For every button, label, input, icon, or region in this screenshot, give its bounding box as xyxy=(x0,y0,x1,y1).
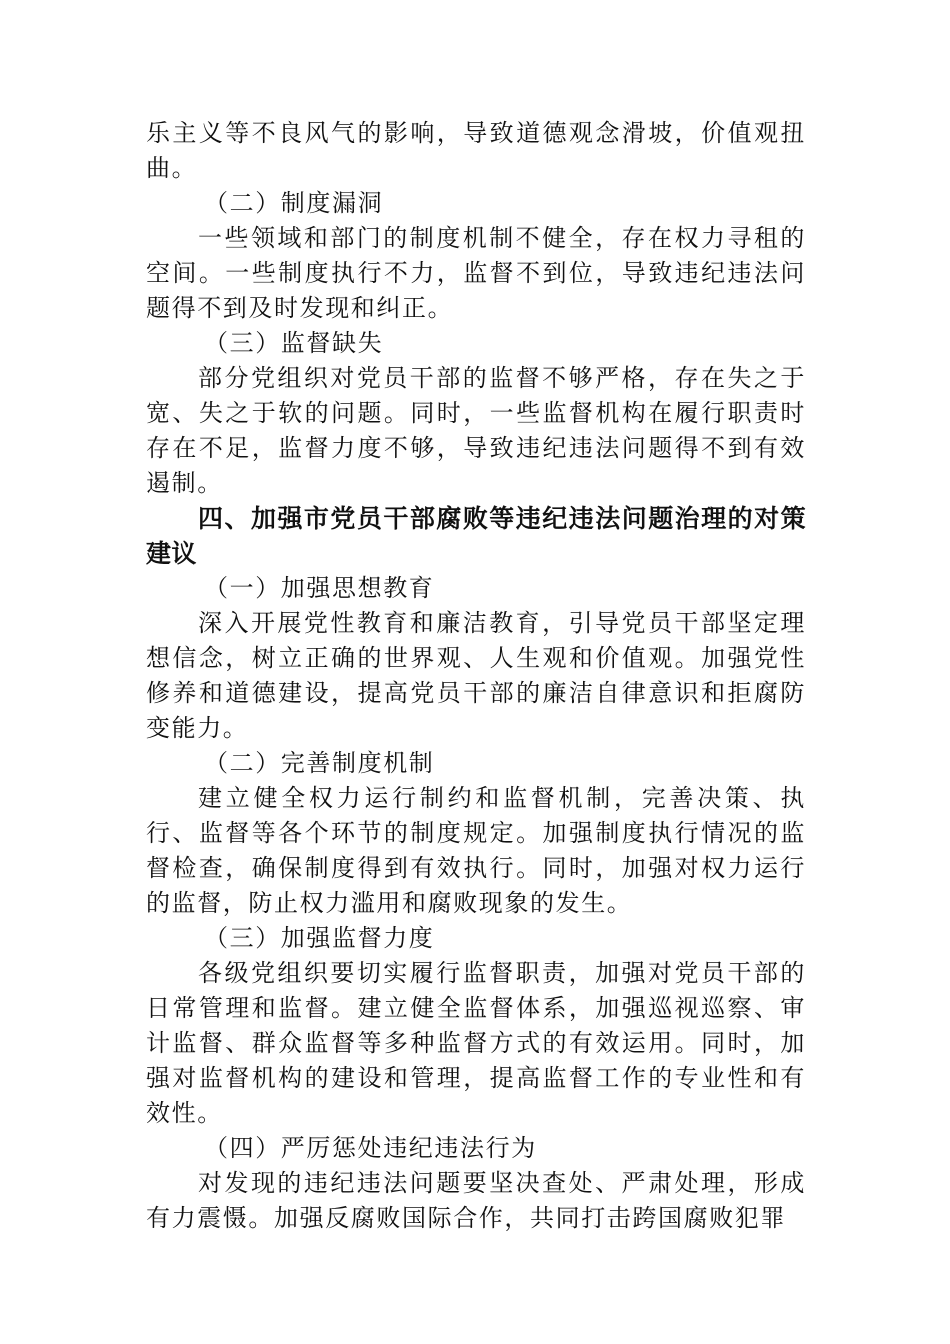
paragraph: 各级党组织要切实履行监督职责，加强对党员干部的日常管理和监督。建立健全监督体系，加强巡视巡察、审计监督、群众监督等多种监督方式的有效运用。同时，加强对监督机构的建设和管理，提高监督工作的专业性和有效性。 xyxy=(146,959,806,1127)
paragraph-continued: 乐主义等不良风气的影响，导致道德观念滑坡，价值观扭曲。 xyxy=(146,119,806,182)
paragraph: 部分党组织对党员干部的监督不够严格，存在失之于宽、失之于软的问题。同时，一些监督机构在履行职责时存在不足，监督力度不够，导致违纪违法问题得不到有效遏制。 xyxy=(146,364,806,497)
subheading-strengthen-supervision: （三）加强监督力度 xyxy=(204,924,435,952)
subheading-punish-violations: （四）严厉惩处违纪违法行为 xyxy=(204,1134,537,1162)
subheading-institutional-loopholes: （二）制度漏洞 xyxy=(204,189,384,217)
subheading-supervision-lacking: （三）监督缺失 xyxy=(204,329,384,357)
paragraph: 一些领域和部门的制度机制不健全，存在权力寻租的空间。一些制度执行不力，监督不到位，导致违纪违法问题得不到及时发现和纠正。 xyxy=(146,224,806,322)
paragraph: 建立健全权力运行制约和监督机制，完善决策、执行、监督等各个环节的制度规定。加强制度执行情况的监督检查，确保制度得到有效执行。同时，加强对权力运行的监督，防止权力滥用和腐败现象的发生。 xyxy=(146,784,806,917)
document-body xyxy=(146,116,806,1236)
subheading-ideological-education: （一）加强思想教育 xyxy=(204,574,435,602)
section-heading-countermeasures: 四、加强市党员干部腐败等违纪违法问题治理的对策建议 xyxy=(146,504,806,568)
paragraph: 深入开展党性教育和廉洁教育，引导党员干部坚定理想信念，树立正确的世界观、人生观和价值观。加强党性修养和道德建设，提高党员干部的廉洁自律意识和拒腐防变能力。 xyxy=(146,609,806,742)
subheading-improve-institutions: （二）完善制度机制 xyxy=(204,749,435,777)
paragraph: 对发现的违纪违法问题要坚决查处、严肃处理，形成有力震慑。加强反腐败国际合作，共同打击跨国腐败犯罪 xyxy=(146,1169,806,1232)
